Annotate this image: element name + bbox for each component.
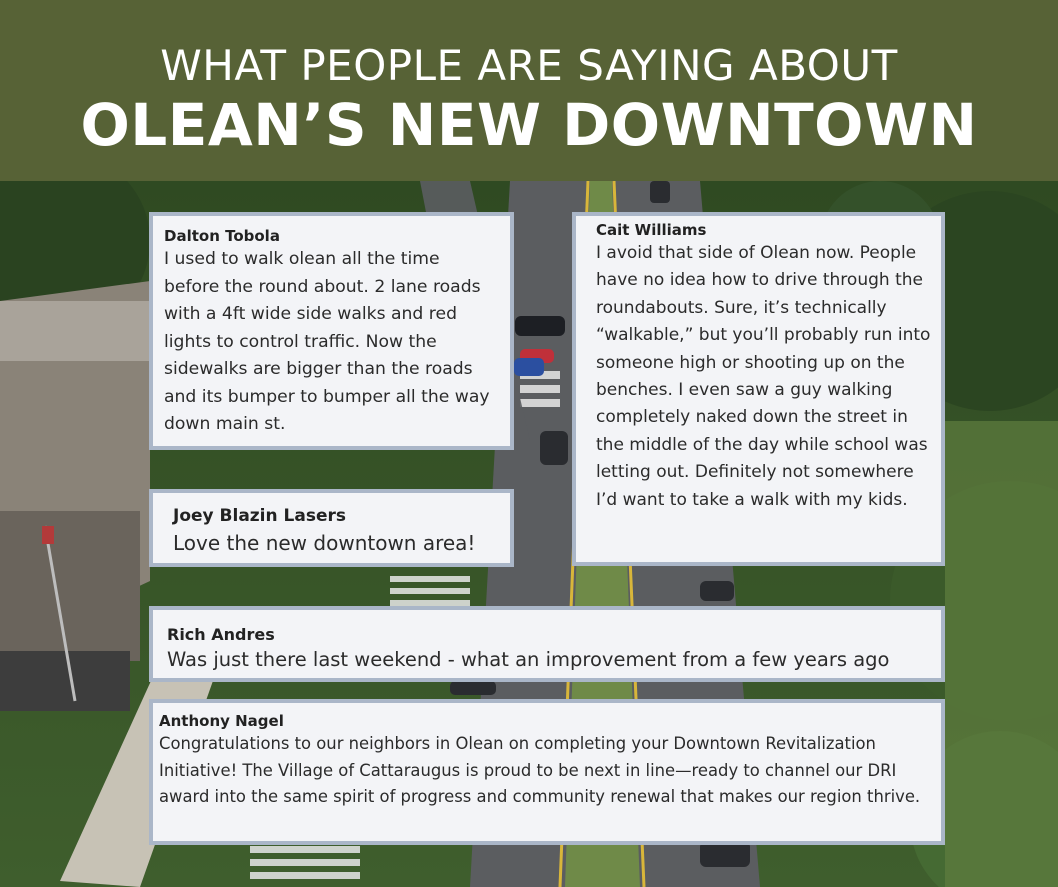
comment-author: Dalton Tobola [164,227,280,245]
comment-author: Cait Williams [596,221,707,239]
comment-text: Was just there last weekend - what an improvement from a few years ago [167,648,890,671]
comment-card-rich [149,606,945,682]
title-line-2: OLEAN’S NEW DOWNTOWN [80,91,978,159]
comment-text: Love the new downtown area! [173,531,476,555]
comment-author: Rich Andres [167,625,275,644]
comment-card-cait [572,212,945,566]
comment-card-joey [149,489,514,567]
comment-text: I avoid that side of Olean now. People have no idea how to drive through the roundabouts. Sure, it’s technically “walkable,” but you’ll probably run into someone high or shooting up on the benches. I even saw a guy walking completely naked down the street in the middle of the day while school was letting out. Definitely not somewhere I’d want to take a walk with my kids. [596,243,931,510]
comment-author: Joey Blazin Lasers [173,506,346,526]
comment-text: I used to walk olean all the time before the round about. 2 lane roads with a 4ft wide side walks and red lights to control traffic. Now the sidewalks are bigger than the roads and its bumper to bumper all the way down main st. [164,249,490,434]
comment-card-dalton [149,212,514,450]
comment-text: Congratulations to our neighbors in Olean on completing your Downtown Revitalization Initiative! The Village of Cattaraugus is proud to be next in line—ready to channel our DRI award into the same spirit of progress and community renewal that makes our region thrive. [159,734,921,807]
title-banner [0,0,1058,181]
title-line-1: WHAT PEOPLE ARE SAYING ABOUT [160,41,898,90]
comment-card-anthony [149,699,945,845]
comment-author: Anthony Nagel [159,712,284,730]
